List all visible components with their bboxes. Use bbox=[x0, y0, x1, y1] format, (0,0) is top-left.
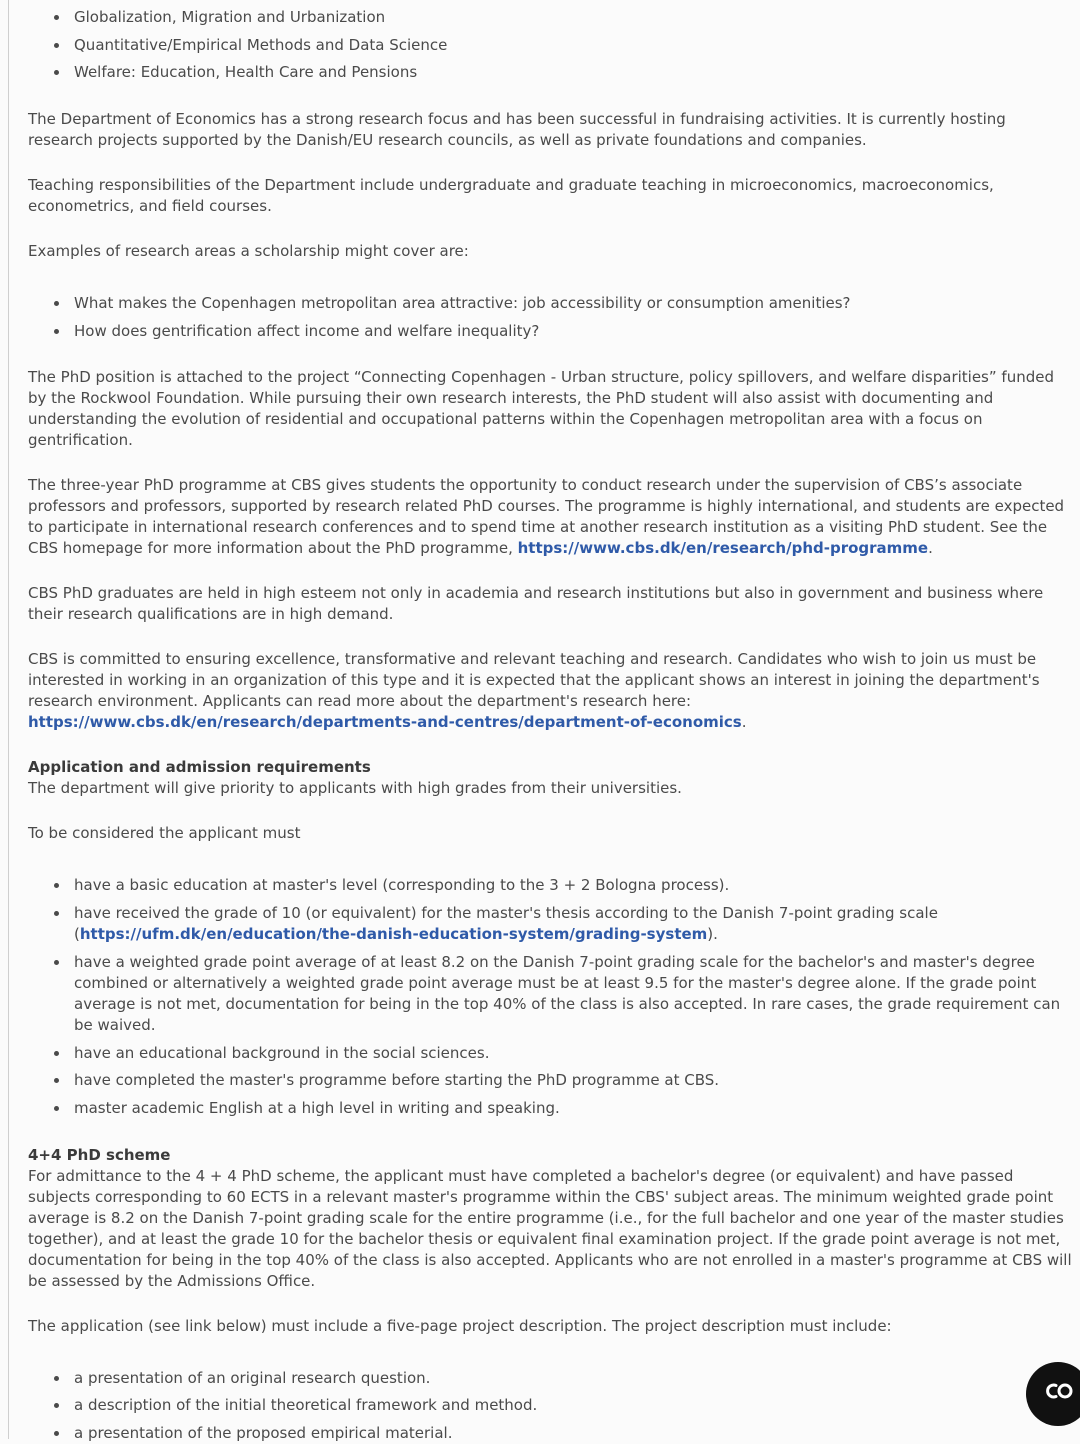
list-item: a description of the initial theoretical framework and method. bbox=[28, 1395, 1074, 1416]
period: . bbox=[741, 713, 747, 732]
paragraph-application: The application (see link below) must include a five-page project description. The project description must include: bbox=[28, 1316, 892, 1335]
phd-programme-link[interactable]: https://www.cbs.dk/en/research/phd-programme bbox=[517, 539, 929, 558]
list-item: Globalization, Migration and Urbanization bbox=[28, 7, 1074, 28]
paragraph-teaching: Teaching responsibilities of the Department include undergraduate and graduate teaching in microeconomics, macroeconomics, econometrics, and field courses. bbox=[28, 176, 994, 216]
co-icon bbox=[1041, 1381, 1075, 1407]
paragraph-considered: To be considered the applicant must bbox=[28, 824, 301, 843]
article-body bbox=[28, 7, 1074, 1444]
list-item: What makes the Copenhagen metropolitan area attractive: job accessibility or consumption amenities? bbox=[28, 293, 1074, 314]
period: . bbox=[928, 539, 933, 558]
section-requirements bbox=[28, 757, 1074, 799]
section-44-scheme bbox=[28, 1145, 1074, 1292]
paragraph-examples: Examples of research areas a scholarship might cover are: bbox=[28, 242, 469, 261]
paragraph-research-focus: The Department of Economics has a strong research focus and has been successful in fundraising activities. It is currently hosting research projects supported by the Danish/EU research councils, as well as private foundations and companies. bbox=[28, 110, 1006, 150]
requirements-list bbox=[28, 875, 1074, 1118]
paragraph-programme bbox=[28, 475, 1074, 559]
list-item: a presentation of the proposed empirical material. bbox=[28, 1423, 1074, 1444]
list-item: have completed the master's programme before starting the PhD programme at CBS. bbox=[28, 1070, 1074, 1091]
left-border bbox=[8, 0, 9, 1439]
paragraph-priority: The department will give priority to applicants with high grades from their universities. bbox=[28, 779, 682, 798]
department-link[interactable]: https://www.cbs.dk/en/research/departments-and-centres/department-of-economics bbox=[28, 713, 742, 732]
list-item: a presentation of an original research question. bbox=[28, 1368, 1074, 1389]
list-item-text: have received the grade of 10 (or equivalent) for the master's thesis according to the Danish 7-point grading scale ( bbox=[74, 904, 938, 944]
paragraph-programme-text: The three-year PhD programme at CBS gives students the opportunity to conduct research under the supervision of CBS’s associate professors and professors, supported by research related PhD courses. The programme is highly international, and students are expected to participate in international research conferences and to spend time at another research institution as a visiting PhD student. See the CBS homepage for more information about the PhD programme, bbox=[28, 476, 1065, 558]
list-item: have a weighted grade point average of at least 8.2 on the Danish 7-point grading scale for the bachelor's and master's degree combined or alternatively a weighted grade point average must be at least 9.5 for the master's degree alone. If the grade point average is not met, documentation for being in the top 40% of the class is also accepted. In rare cases, the grade requirement can be waived. bbox=[28, 952, 1074, 1036]
examples-list bbox=[28, 293, 1074, 342]
paragraph-committed-text: CBS is committed to ensuring excellence, transformative and relevant teaching and research. Candidates who wish to join us must be interested in working in an organization of this type and it is expected that the applicant shows an interest in joining the department's research environment. Applicants can read more about the department's research here: bbox=[28, 650, 1040, 711]
paragraph-graduates: CBS PhD graduates are held in high esteem not only in academia and research institutions but also in government and business where their research qualifications are in high demand. bbox=[28, 584, 1044, 624]
requirements-heading: Application and admission requirements bbox=[28, 758, 371, 777]
list-item: master academic English at a high level in writing and speaking. bbox=[28, 1098, 1074, 1119]
list-item: Welfare: Education, Health Care and Pensions bbox=[28, 62, 1074, 83]
paragraph-project: The PhD position is attached to the project “Connecting Copenhagen - Urban structure, policy spillovers, and welfare disparities” funded by the Rockwool Foundation. While pursuing their own research interests, the PhD student will also assist with documenting and understanding the evolution of residential and occupational patterns within the Copenhagen metropolitan area with a focus on gentrification. bbox=[28, 368, 1054, 450]
list-item: Quantitative/Empirical Methods and Data Science bbox=[28, 35, 1074, 56]
paragraph-committed bbox=[28, 649, 1074, 733]
grading-system-link[interactable]: https://ufm.dk/en/education/the-danish-education-system/grading-system bbox=[79, 925, 708, 944]
paragraph-44-scheme: For admittance to the 4 + 4 PhD scheme, the applicant must have completed a bachelor's degree (or equivalent) and have passed subjects corresponding to 60 ECTS in a relevant master's programme within the CBS' subject areas. The minimum weighted grade point average is 8.2 on the Danish 7-point grading scale for the entire programme (i.e., for the full bachelor and one year of the master studies together), and at least the grade 10 for the bachelor thesis or equivalent final examination project. If the grade point average is not met, documentation for being in the top 40% of the class is also accepted. Applicants who are not enrolled in a master's programme at CBS will be assessed by the Admissions Office. bbox=[28, 1166, 1072, 1290]
list-item: have a basic education at master's level (corresponding to the 3 + 2 Bologna process). bbox=[28, 875, 1074, 896]
project-description-list bbox=[28, 1368, 1074, 1444]
list-item: How does gentrification affect income and welfare inequality? bbox=[28, 321, 1074, 342]
list-item-text: ). bbox=[707, 925, 718, 944]
list-item bbox=[28, 903, 1074, 945]
scheme-heading: 4+4 PhD scheme bbox=[28, 1145, 171, 1164]
research-topics-list bbox=[28, 7, 1074, 83]
list-item: have an educational background in the social sciences. bbox=[28, 1043, 1074, 1064]
